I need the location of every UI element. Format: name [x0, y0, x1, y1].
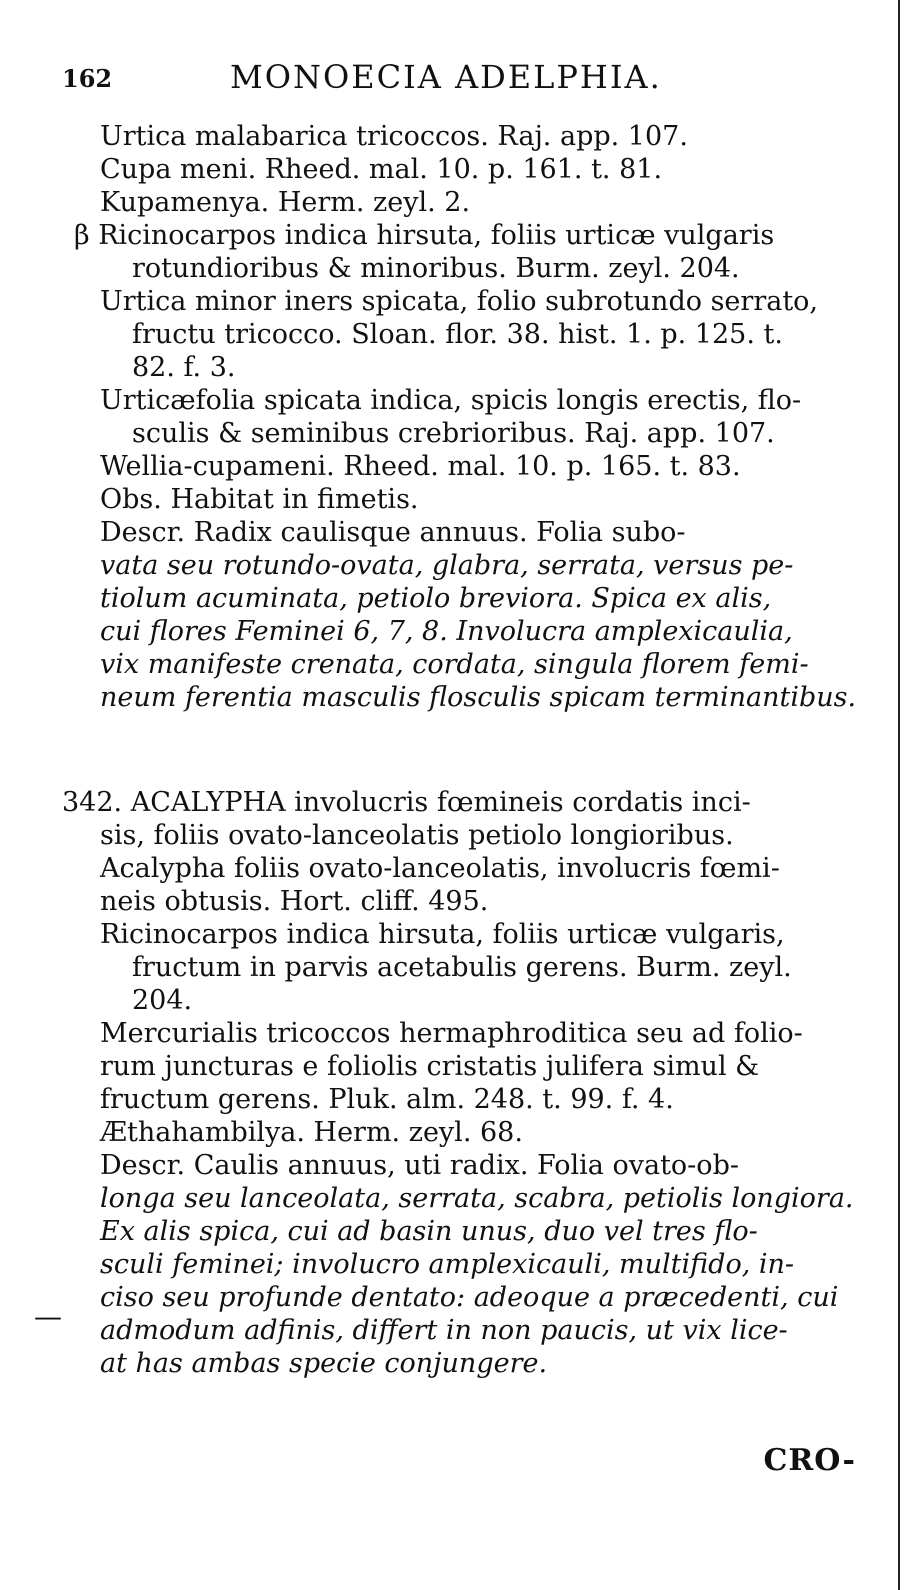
- page-number: 162: [62, 64, 113, 93]
- catchword: CRO-: [763, 1443, 856, 1478]
- text-line: at has ambas specie conjungere.: [100, 1348, 548, 1379]
- text-line: neis obtusis. Hort. cliff. 495.: [100, 886, 489, 917]
- text-line: Descr. Radix caulisque annuus. Folia subo-: [100, 517, 686, 548]
- text-line: ciso seu profunde dentato: adeoque a præcedenti, cui: [100, 1282, 839, 1313]
- text-line: Acalypha foliis ovato-lanceolatis, involucris fœmi-: [100, 853, 780, 884]
- text-line: sis, foliis ovato-lanceolatis petiolo longioribus.: [100, 820, 734, 851]
- entry-acalypha-block: [62, 786, 872, 1380]
- text-line: Obs. Habitat in fimetis.: [100, 484, 419, 515]
- text-line: Wellia-cupameni. Rheed. mal. 10. p. 165. t. 83.: [100, 451, 741, 482]
- margin-mark: —: [34, 1300, 62, 1333]
- entry-heading: 342. ACALYPHA involucris fœmineis cordatis inci-: [62, 787, 751, 818]
- text-line: Kupamenya. Herm. zeyl. 2.: [100, 187, 471, 218]
- text-line: Ex alis spica, cui ad basin unus, duo vel tres flo-: [100, 1216, 758, 1247]
- text-line: β Ricinocarpos indica hirsuta, foliis urticæ vulgaris: [74, 220, 775, 251]
- text-line: Urtica malabarica tricoccos. Raj. app. 107.: [100, 121, 688, 152]
- text-line: Urtica minor iners spicata, folio subrotundo serrato,: [100, 286, 819, 317]
- page-title: MONOECIA ADELPHIA.: [230, 58, 662, 96]
- text-line: rotundioribus & minoribus. Burm. zeyl. 204.: [132, 253, 740, 284]
- text-line: longa seu lanceolata, serrata, scabra, petiolis longiora.: [100, 1183, 854, 1214]
- text-line: tiolum acuminata, petiolo breviora. Spica ex alis,: [100, 583, 772, 614]
- text-line: fructum in parvis acetabulis gerens. Burm. zeyl.: [132, 952, 792, 983]
- text-line: Mercurialis tricoccos hermaphroditica seu ad folio-: [100, 1018, 803, 1049]
- text-line: sculi feminei; involucro amplexicauli, multifido, in-: [100, 1249, 795, 1280]
- entry-urtica-block: [62, 120, 872, 714]
- text-line: fructum gerens. Pluk. alm. 248. t. 99. f. 4.: [100, 1084, 674, 1115]
- text-line: 82. f. 3.: [132, 352, 236, 383]
- text-line: Æthahambilya. Herm. zeyl. 68.: [100, 1117, 523, 1148]
- text-line: Descr. Caulis annuus, uti radix. Folia ovato-ob-: [100, 1150, 739, 1181]
- page-edge: [898, 0, 900, 1590]
- text-line: Urticæfolia spicata indica, spicis longis erectis, flo-: [100, 385, 802, 416]
- text-line: admodum adfinis, differt in non paucis, ut vix lice-: [100, 1315, 788, 1346]
- text-line: fructu tricocco. Sloan. flor. 38. hist. 1. p. 125. t.: [132, 319, 783, 350]
- text-line: vix manifeste crenata, cordata, singula florem femi-: [100, 649, 809, 680]
- text-line: Cupa meni. Rheed. mal. 10. p. 161. t. 81.: [100, 154, 663, 185]
- text-line: cui flores Feminei 6, 7, 8. Involucra amplexicaulia,: [100, 616, 793, 647]
- text-line: 204.: [132, 985, 193, 1016]
- text-line: neum ferentia masculis flosculis spicam terminantibus.: [100, 682, 857, 713]
- text-line: vata seu rotundo-ovata, glabra, serrata, versus pe-: [100, 550, 794, 581]
- text-line: sculis & seminibus crebrioribus. Raj. app. 107.: [132, 418, 775, 449]
- text-line: Ricinocarpos indica hirsuta, foliis urticæ vulgaris,: [100, 919, 785, 950]
- text-line: rum juncturas e foliolis cristatis julifera simul &: [100, 1051, 760, 1082]
- running-header: [62, 58, 852, 98]
